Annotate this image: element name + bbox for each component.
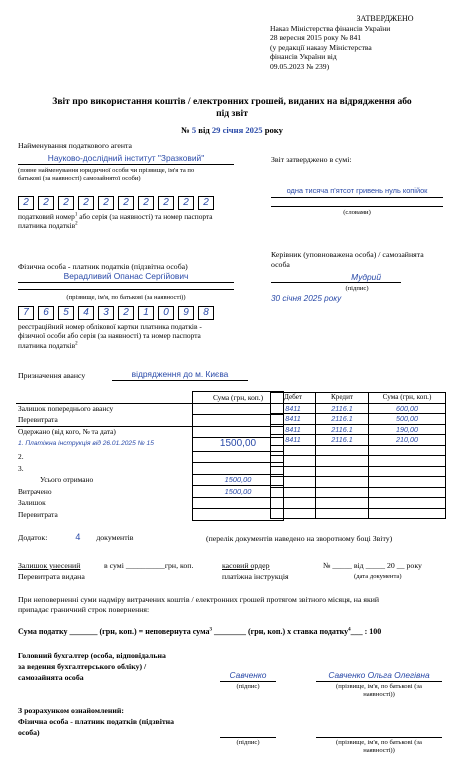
table-row <box>271 466 446 477</box>
digit-box[interactable]: 2 <box>98 196 114 210</box>
row-label: 2. <box>18 452 24 462</box>
accounting-header: Сума (грн, коп.) <box>369 393 446 404</box>
accountant-signature[interactable]: Савченко <box>220 670 276 682</box>
tax-formula: Сума податку _______ (грн, коп.) = неповернута сума$^3$ ________ (грн, коп.) х ставка податку$^4$___ : 100 <box>18 627 382 636</box>
approval-title: ЗАТВЕРДЖЕНО <box>356 14 414 23</box>
accounting-cell[interactable] <box>369 477 446 488</box>
accounting-table <box>270 392 446 519</box>
accountant-label: Головний бухгалтер (особа, відповідальна за ведення бухгалтерського обліку) / самозайнята особа <box>18 651 166 682</box>
head-signature[interactable]: Мудрий <box>271 272 401 283</box>
accounting-cell[interactable] <box>369 456 446 467</box>
table-row <box>16 403 284 415</box>
acquainted-signature-hint: (підпис) <box>236 739 260 746</box>
approved-sum-label: Звіт затверджено в сумі: <box>271 155 352 164</box>
title-line-1: Звіт про використання коштів / електронних грошей, виданих на відрядження або <box>52 96 412 107</box>
accounting-cell[interactable]: 2116.1 <box>316 435 369 446</box>
accounting-cell[interactable]: 500,00 <box>369 414 446 425</box>
table-row <box>16 451 284 463</box>
row-label: 3. <box>18 463 24 473</box>
overspend-text: При неповерненні суми надміру витрачених коштів / електронних грошей протягом звітного місяця, на який припадає граничний строк повернення: <box>18 595 380 614</box>
row-amount[interactable]: 1500,00 <box>193 474 284 486</box>
table-row <box>271 508 446 519</box>
agent-tax-code[interactable] <box>18 196 214 210</box>
table-row <box>271 487 446 498</box>
accounting-cell[interactable] <box>316 445 369 456</box>
approval-lines <box>270 24 460 71</box>
accounting-cell[interactable]: 8411 <box>271 424 316 435</box>
accounting-cell[interactable]: 2116.1 <box>316 424 369 435</box>
attachment-note: (перелік документів наведено на зворотному боці Звіту) <box>206 534 393 543</box>
table-row <box>271 477 446 488</box>
accounting-cell[interactable] <box>316 477 369 488</box>
row-label: Одержано (від кого, № та дата) <box>16 426 193 438</box>
table-row <box>16 463 284 475</box>
agent-label: Найменування податкового агента <box>18 141 132 150</box>
accounting-cell[interactable]: 8411 <box>271 414 316 425</box>
row-amount[interactable]: 1500,00 <box>193 438 284 452</box>
agent-code-hint: податковий номер$^1$ або серія (за наявності) та номер паспорта платника податків$^2$ <box>18 212 213 231</box>
accounting-cell[interactable] <box>271 466 316 477</box>
acquainted-signature-field[interactable] <box>220 726 276 738</box>
acquainted-name-hint: (прізвище, ім'я, по батькові (за наявності)) <box>336 739 422 755</box>
digit-box[interactable]: 5 <box>58 306 74 320</box>
digit-box[interactable]: 8 <box>198 306 214 320</box>
agent-name-field[interactable]: Науково-дослідний інститут "Зразковий" <box>18 153 234 165</box>
accountant-name[interactable]: Савченко Ольга Олегівна <box>316 670 442 682</box>
accounting-cell[interactable] <box>316 498 369 509</box>
head-signature-hint: (підпис) <box>345 285 369 292</box>
digit-box[interactable]: 7 <box>18 306 34 320</box>
accounting-cell[interactable] <box>316 508 369 519</box>
remainder-number: № _____ від _____ 20 __ року <box>323 561 422 570</box>
row-amount[interactable]: 1500,00 <box>193 486 284 498</box>
row-label: Перевитрата <box>18 509 58 519</box>
digit-box[interactable]: 2 <box>138 196 154 210</box>
purpose-label: Призначення авансу <box>18 371 86 380</box>
table-row <box>271 414 446 425</box>
row-label: Перевитрата <box>18 415 58 425</box>
accounting-cell[interactable] <box>271 456 316 467</box>
table-row <box>271 403 446 414</box>
digit-box[interactable]: 2 <box>58 196 74 210</box>
accounting-cell[interactable]: 210,00 <box>369 435 446 446</box>
acquainted-name-field[interactable] <box>316 726 442 738</box>
digit-box[interactable]: 2 <box>158 196 174 210</box>
accounting-cell[interactable] <box>271 508 316 519</box>
accounting-cell[interactable]: 190,00 <box>369 424 446 435</box>
document-number[interactable]: 5 <box>191 125 197 135</box>
table-row <box>271 456 446 467</box>
digit-box[interactable]: 6 <box>38 306 54 320</box>
row-label: Залишок попереднього авансу <box>16 403 193 415</box>
row-label: Усього отримано <box>40 475 94 485</box>
row-label: Витрачено <box>18 486 52 496</box>
digit-box[interactable]: 9 <box>178 306 194 320</box>
approved-sum-hint: (словами) <box>343 209 371 216</box>
remainder-doc-type: касовий ордер платіжна інструкція <box>222 561 289 581</box>
accountant-name-hint: (прізвище, ім'я, по батькові (за наявності)) <box>336 683 422 699</box>
person-label: Фізична особа - платник податків (підзвітна особа) <box>18 262 188 271</box>
approval-line: 28 вересня 2015 року № 841 <box>270 33 362 43</box>
document-number-line: № 5 від 29 січня 2025 року <box>181 125 283 135</box>
digit-box[interactable]: 2 <box>118 196 134 210</box>
approval-line: (у редакції наказу Міністерства <box>270 42 372 52</box>
table-row <box>16 438 284 452</box>
digit-box[interactable]: 2 <box>38 196 54 210</box>
accounting-cell[interactable]: 8411 <box>271 403 316 414</box>
approved-sum-words[interactable]: одна тисяча п'ятсот гривень нуль копійок <box>271 186 443 198</box>
agent-name-hint: (повне найменування юридичної особи чи прізвище, ім'я та по батькові (за наявності) самозайнятої особи) <box>18 167 195 183</box>
table-row <box>16 426 284 438</box>
table-row <box>271 498 446 509</box>
left-table-header: Сума (грн, коп.) <box>193 392 284 404</box>
document-title <box>10 96 454 121</box>
purpose-field[interactable]: відрядження до м. Києва <box>112 369 248 381</box>
table-row <box>16 509 284 521</box>
digit-box[interactable]: 2 <box>198 196 214 210</box>
approval-line: фінансів України від <box>270 52 337 62</box>
digit-box[interactable]: 2 <box>118 306 134 320</box>
accounting-cell[interactable] <box>316 487 369 498</box>
accounting-cell[interactable]: 2116.1 <box>316 403 369 414</box>
accounting-cell[interactable] <box>369 445 446 456</box>
approval-line: 09.05.2023 № 239) <box>270 61 330 71</box>
approved-sum-line-2 <box>271 197 443 207</box>
approval-line: Наказ Міністерства фінансів України <box>270 24 391 33</box>
head-date[interactable]: 30 січня 2025 року <box>271 294 342 303</box>
table-row <box>16 415 284 427</box>
remainder-labels: Залишок унесений Перевитрата видана <box>18 561 85 581</box>
advance-table <box>16 391 284 521</box>
digit-box[interactable]: 1 <box>138 306 154 320</box>
accounting-header: Дебет <box>271 393 316 404</box>
digit-box[interactable]: 2 <box>178 196 194 210</box>
accounting-cell[interactable] <box>316 466 369 477</box>
accounting-cell[interactable] <box>271 487 316 498</box>
accounting-cell[interactable]: 2116.1 <box>316 414 369 425</box>
accounting-cell[interactable] <box>369 508 446 519</box>
person-name-line-2 <box>18 282 234 290</box>
person-code-hint: реєстраційний номер облікової картки платника податків - фізичної особи або серія (за наявності) та номер паспорта платника податків$^2$ <box>18 322 202 350</box>
accounting-header: Кредит <box>316 393 369 404</box>
table-row <box>271 435 446 446</box>
table-row <box>16 497 284 509</box>
digit-box[interactable]: 0 <box>158 306 174 320</box>
accounting-cell[interactable] <box>369 498 446 509</box>
title-line-2: під звіт <box>216 108 248 120</box>
accounting-cell[interactable]: 8411 <box>271 435 316 446</box>
attachment-count[interactable]: 4 <box>75 532 81 542</box>
person-name-field[interactable]: Верадливий Опанас Сергійович <box>18 271 234 283</box>
table-row <box>16 474 284 486</box>
accounting-cell[interactable]: 600,00 <box>369 403 446 414</box>
accounting-cell[interactable] <box>271 477 316 488</box>
attachment-line: Додаток: 4 документів <box>18 532 134 542</box>
accounting-cell[interactable] <box>316 456 369 467</box>
row-label: 1. Платіжна інструкція від 26.01.2025 № 15 <box>18 440 154 448</box>
accounting-cell[interactable] <box>369 487 446 498</box>
head-label: Керівник (уповноважена особа) / самозайнята особа <box>271 250 424 269</box>
digit-box[interactable]: 2 <box>18 196 34 210</box>
approval-stamp <box>270 14 460 71</box>
accounting-cell[interactable] <box>271 445 316 456</box>
remainder-date-hint: (дата документа) <box>354 573 402 580</box>
table-row <box>16 486 284 498</box>
accountant-signature-hint: (підпис) <box>236 683 260 690</box>
digit-box[interactable]: 2 <box>78 196 94 210</box>
acquainted-label: З розрахунком ознайомлений: Фізична особа - платник податків (підзвітна особа) <box>18 706 175 737</box>
digit-box[interactable]: 3 <box>98 306 114 320</box>
remainder-sum: в сумі __________грн, коп. <box>104 561 194 570</box>
document-date[interactable]: 29 січня 2025 <box>211 125 263 135</box>
row-label: Залишок <box>18 498 46 508</box>
table-row <box>271 424 446 435</box>
digit-box[interactable]: 4 <box>78 306 94 320</box>
accounting-cell[interactable] <box>369 466 446 477</box>
accounting-cell[interactable] <box>271 498 316 509</box>
person-tax-code[interactable] <box>18 306 214 320</box>
person-name-hint: (прізвище, ім'я, по батькові (за наявності)) <box>66 294 186 301</box>
table-row <box>271 445 446 456</box>
